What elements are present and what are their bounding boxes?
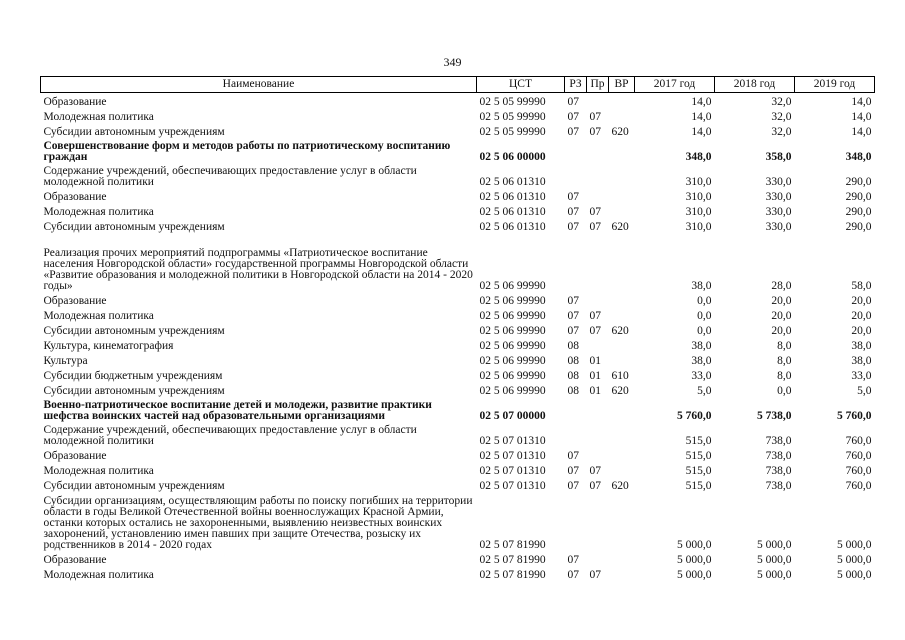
row-name: Молодежная политика <box>43 206 154 218</box>
row-value-2018: 8,0 <box>777 370 792 382</box>
table-row <box>41 203 875 218</box>
row-vr <box>609 462 635 477</box>
row-value-2017: 348,0 <box>685 151 712 163</box>
row-value-2017: 310,0 <box>685 176 712 188</box>
row-value-2017: 515,0 <box>685 465 712 477</box>
table-row <box>41 123 875 138</box>
row-cst: 02 5 07 81990 <box>479 554 546 566</box>
row-pr <box>587 138 609 163</box>
row-pr <box>587 93 609 109</box>
row-value-2017: 14,0 <box>691 96 712 108</box>
row-vr: 620 <box>611 221 629 233</box>
row-vr <box>609 188 635 203</box>
row-value-2019: 38,0 <box>851 355 872 367</box>
row-rz: 07 <box>567 310 579 322</box>
row-value-2017: 515,0 <box>685 435 712 447</box>
page-number: 349 <box>443 55 462 69</box>
row-value-2019: 760,0 <box>845 435 872 447</box>
row-vr <box>609 492 635 551</box>
row-value-2017: 0,0 <box>697 310 712 322</box>
row-pr <box>587 422 609 447</box>
row-value-2018: 5 000,0 <box>757 554 792 566</box>
row-vr: 620 <box>611 126 629 138</box>
row-name: Субсидии бюджетным учреждениям <box>43 370 223 382</box>
row-value-2018: 330,0 <box>765 221 792 233</box>
row-value-2017: 33,0 <box>691 370 712 382</box>
row-value-2019: 58,0 <box>851 280 872 292</box>
row-pr <box>587 397 609 422</box>
row-value-2018: 20,0 <box>771 325 792 337</box>
row-cst: 02 5 06 99990 <box>479 325 546 337</box>
row-value-2019: 760,0 <box>845 465 872 477</box>
row-value-2019: 33,0 <box>851 370 872 382</box>
row-vr <box>609 337 635 352</box>
row-name: Субсидии автономным учреждениям <box>43 126 225 138</box>
row-value-2019: 5,0 <box>857 385 872 397</box>
header-pr: Пр <box>587 77 609 93</box>
header-2019: 2019 год <box>795 77 875 93</box>
row-name: Культура, кинематография <box>43 340 174 352</box>
row-vr <box>609 566 635 581</box>
row-value-2018: 738,0 <box>765 465 792 477</box>
table-row <box>41 188 875 203</box>
row-value-2018: 5 000,0 <box>757 569 792 581</box>
row-rz <box>565 138 587 163</box>
row-vr <box>609 292 635 307</box>
row-value-2018: 738,0 <box>765 480 792 492</box>
table-row <box>41 566 875 581</box>
row-rz: 07 <box>567 221 579 233</box>
header-2017: 2017 год <box>635 77 715 93</box>
table-row <box>41 492 875 551</box>
row-pr <box>587 292 609 307</box>
table-row <box>41 218 875 233</box>
row-name: Культура <box>43 355 88 367</box>
row-value-2017: 38,0 <box>691 355 712 367</box>
row-rz: 07 <box>567 206 579 218</box>
row-value-2018: 5 000,0 <box>757 539 792 551</box>
table-row <box>41 551 875 566</box>
header-cst: ЦСТ <box>477 77 565 93</box>
row-pr <box>587 492 609 551</box>
row-value-2019: 20,0 <box>851 310 872 322</box>
row-name: Молодежная политика <box>43 310 154 322</box>
row-name: Молодежная политика <box>43 465 154 477</box>
row-rz: 07 <box>567 450 579 462</box>
row-value-2019: 348,0 <box>845 151 872 163</box>
row-rz: 08 <box>567 340 579 352</box>
row-cst: 02 5 06 01310 <box>479 221 546 233</box>
row-cst: 02 5 07 81990 <box>479 539 546 551</box>
row-pr: 07 <box>589 206 601 218</box>
row-pr <box>587 447 609 462</box>
row-cst: 02 5 07 01310 <box>479 480 546 492</box>
row-value-2017: 5 760,0 <box>677 410 712 422</box>
row-rz: 07 <box>567 480 579 492</box>
row-vr <box>609 138 635 163</box>
header-vr: ВР <box>609 77 635 93</box>
table-row <box>41 367 875 382</box>
row-name: Субсидии автономным учреждениям <box>43 221 225 233</box>
row-value-2019: 290,0 <box>845 191 872 203</box>
row-cst: 02 5 06 99990 <box>479 280 546 292</box>
row-vr <box>609 108 635 123</box>
row-value-2019: 14,0 <box>851 126 872 138</box>
header-rz: РЗ <box>565 77 587 93</box>
row-name: Образование <box>43 295 107 307</box>
row-name: Молодежная политика <box>43 569 154 581</box>
row-value-2018: 20,0 <box>771 295 792 307</box>
row-name: Содержание учреждений, обеспечивающих предоставление услуг в области молодежной политики <box>43 165 417 188</box>
row-rz: 07 <box>567 111 579 123</box>
header-2018: 2018 год <box>715 77 795 93</box>
row-pr: 07 <box>589 221 601 233</box>
row-rz: 07 <box>567 465 579 477</box>
table-row <box>41 322 875 337</box>
row-name: Содержание учреждений, обеспечивающих предоставление услуг в области молодежной политики <box>43 424 417 447</box>
row-cst: 02 5 06 99990 <box>479 355 546 367</box>
row-value-2018: 5 738,0 <box>757 410 792 422</box>
row-cst: 02 5 05 99990 <box>479 111 546 123</box>
table-row <box>41 307 875 322</box>
row-value-2017: 310,0 <box>685 191 712 203</box>
row-cst: 02 5 06 99990 <box>479 370 546 382</box>
row-cst: 02 5 06 00000 <box>479 151 546 163</box>
row-value-2018: 358,0 <box>765 151 792 163</box>
table-row <box>41 477 875 492</box>
table-row <box>41 292 875 307</box>
row-name: Образование <box>43 450 107 462</box>
row-value-2019: 38,0 <box>851 340 872 352</box>
row-cst: 02 5 06 01310 <box>479 206 546 218</box>
row-rz: 07 <box>567 96 579 108</box>
row-value-2018: 8,0 <box>777 355 792 367</box>
table-row <box>41 422 875 447</box>
row-value-2019: 20,0 <box>851 295 872 307</box>
row-rz: 07 <box>567 191 579 203</box>
row-cst: 02 5 06 99990 <box>479 295 546 307</box>
row-cst: 02 5 07 01310 <box>479 450 546 462</box>
row-value-2019: 5 000,0 <box>837 569 872 581</box>
table-row <box>41 138 875 163</box>
row-value-2018: 32,0 <box>771 126 792 138</box>
row-name: Военно-патриотическое воспитание детей и молодежи, развитие практики шефства воинских частей над образовательными организациями <box>43 399 432 422</box>
row-value-2017: 515,0 <box>685 480 712 492</box>
table-row <box>41 108 875 123</box>
row-pr: 07 <box>589 126 601 138</box>
row-vr <box>609 233 635 292</box>
row-pr: 01 <box>589 355 601 367</box>
row-vr: 620 <box>611 480 629 492</box>
row-cst: 02 5 07 00000 <box>479 410 546 422</box>
row-value-2017: 5 000,0 <box>677 554 712 566</box>
row-vr: 620 <box>611 325 629 337</box>
row-value-2017: 515,0 <box>685 450 712 462</box>
row-vr <box>609 203 635 218</box>
row-cst: 02 5 06 01310 <box>479 176 546 188</box>
row-value-2018: 8,0 <box>777 340 792 352</box>
row-pr: 01 <box>589 385 601 397</box>
row-value-2017: 38,0 <box>691 340 712 352</box>
row-cst: 02 5 07 01310 <box>479 435 546 447</box>
row-value-2018: 738,0 <box>765 450 792 462</box>
row-value-2018: 28,0 <box>771 280 792 292</box>
row-name: Субсидии организациям, осуществляющим работы по поиску погибших на территории области в годы Великой Отечественной войны военнослужащих Красной Армии, останки которых остались не захороненными, выявлению неизвестных воинских захоронений, установлению имен павших при защите Отечества, розыску их родственников в 2014 - 2020 годах <box>43 495 473 551</box>
row-pr <box>587 163 609 188</box>
row-name: Образование <box>43 554 107 566</box>
row-name: Совершенствование форм и методов работы по патриотическому воспитанию граждан <box>43 140 451 163</box>
table-row <box>41 93 875 109</box>
row-cst: 02 5 07 01310 <box>479 465 546 477</box>
row-rz <box>565 163 587 188</box>
row-rz <box>565 492 587 551</box>
row-value-2018: 330,0 <box>765 206 792 218</box>
row-pr: 01 <box>589 370 601 382</box>
row-value-2019: 5 000,0 <box>837 539 872 551</box>
row-value-2019: 290,0 <box>845 221 872 233</box>
row-value-2017: 14,0 <box>691 126 712 138</box>
table-row <box>41 462 875 477</box>
row-vr <box>609 397 635 422</box>
row-value-2017: 14,0 <box>691 111 712 123</box>
row-rz <box>565 422 587 447</box>
row-pr <box>587 337 609 352</box>
row-value-2017: 5 000,0 <box>677 539 712 551</box>
row-rz: 08 <box>567 370 579 382</box>
row-vr <box>609 93 635 109</box>
row-value-2018: 330,0 <box>765 191 792 203</box>
table-body <box>41 93 875 582</box>
table-row <box>41 447 875 462</box>
row-pr: 07 <box>589 310 601 322</box>
row-rz <box>565 397 587 422</box>
row-cst: 02 5 06 01310 <box>479 191 546 203</box>
row-rz: 07 <box>567 554 579 566</box>
row-value-2019: 20,0 <box>851 325 872 337</box>
row-vr <box>609 307 635 322</box>
row-vr <box>609 352 635 367</box>
row-name: Молодежная политика <box>43 111 154 123</box>
row-value-2019: 5 000,0 <box>837 554 872 566</box>
row-value-2018: 738,0 <box>765 435 792 447</box>
row-value-2017: 38,0 <box>691 280 712 292</box>
row-rz: 08 <box>567 355 579 367</box>
row-value-2018: 32,0 <box>771 96 792 108</box>
row-cst: 02 5 05 99990 <box>479 96 546 108</box>
row-pr: 07 <box>589 111 601 123</box>
row-value-2017: 310,0 <box>685 206 712 218</box>
table-row <box>41 233 875 292</box>
table-row <box>41 397 875 422</box>
table-header-row <box>41 77 875 93</box>
budget-table <box>40 76 875 581</box>
row-value-2017: 5 000,0 <box>677 569 712 581</box>
row-name: Субсидии автономным учреждениям <box>43 385 225 397</box>
row-cst: 02 5 06 99990 <box>479 340 546 352</box>
row-rz: 08 <box>567 385 579 397</box>
row-value-2018: 0,0 <box>777 385 792 397</box>
row-value-2017: 5,0 <box>697 385 712 397</box>
table-row <box>41 382 875 397</box>
row-value-2019: 760,0 <box>845 480 872 492</box>
row-rz <box>565 233 587 292</box>
row-vr: 610 <box>611 370 629 382</box>
row-vr <box>609 422 635 447</box>
row-value-2017: 0,0 <box>697 295 712 307</box>
row-pr <box>587 551 609 566</box>
row-vr: 620 <box>611 385 629 397</box>
row-value-2018: 32,0 <box>771 111 792 123</box>
row-pr <box>587 188 609 203</box>
row-value-2017: 310,0 <box>685 221 712 233</box>
row-name: Субсидии автономным учреждениям <box>43 325 225 337</box>
row-vr <box>609 551 635 566</box>
table-row <box>41 163 875 188</box>
row-vr <box>609 447 635 462</box>
row-value-2019: 760,0 <box>845 450 872 462</box>
row-value-2019: 14,0 <box>851 96 872 108</box>
row-value-2018: 330,0 <box>765 176 792 188</box>
row-pr: 07 <box>589 480 601 492</box>
row-rz: 07 <box>567 295 579 307</box>
row-value-2019: 290,0 <box>845 206 872 218</box>
row-cst: 02 5 06 99990 <box>479 385 546 397</box>
row-pr: 07 <box>589 465 601 477</box>
row-value-2019: 5 760,0 <box>837 410 872 422</box>
row-rz: 07 <box>567 325 579 337</box>
row-cst: 02 5 07 81990 <box>479 569 546 581</box>
row-rz: 07 <box>567 126 579 138</box>
row-cst: 02 5 05 99990 <box>479 126 546 138</box>
header-name: Наименование <box>41 77 477 93</box>
row-pr: 07 <box>589 325 601 337</box>
row-value-2019: 14,0 <box>851 111 872 123</box>
row-pr: 07 <box>589 569 601 581</box>
table-row <box>41 337 875 352</box>
row-vr <box>609 163 635 188</box>
row-value-2017: 0,0 <box>697 325 712 337</box>
row-name: Реализация прочих мероприятий подпрограммы «Патриотическое воспитание населения Новгородской области» государственной программы Новгородской области «Развитие образования и молодежной политики в Новгородской области на 2014 - 2020 годы» <box>43 247 473 292</box>
row-name: Образование <box>43 96 107 108</box>
row-pr <box>587 233 609 292</box>
row-cst: 02 5 06 99990 <box>479 310 546 322</box>
row-rz: 07 <box>567 569 579 581</box>
row-name: Образование <box>43 191 107 203</box>
table-row <box>41 352 875 367</box>
row-value-2019: 290,0 <box>845 176 872 188</box>
row-name: Субсидии автономным учреждениям <box>43 480 225 492</box>
row-value-2018: 20,0 <box>771 310 792 322</box>
